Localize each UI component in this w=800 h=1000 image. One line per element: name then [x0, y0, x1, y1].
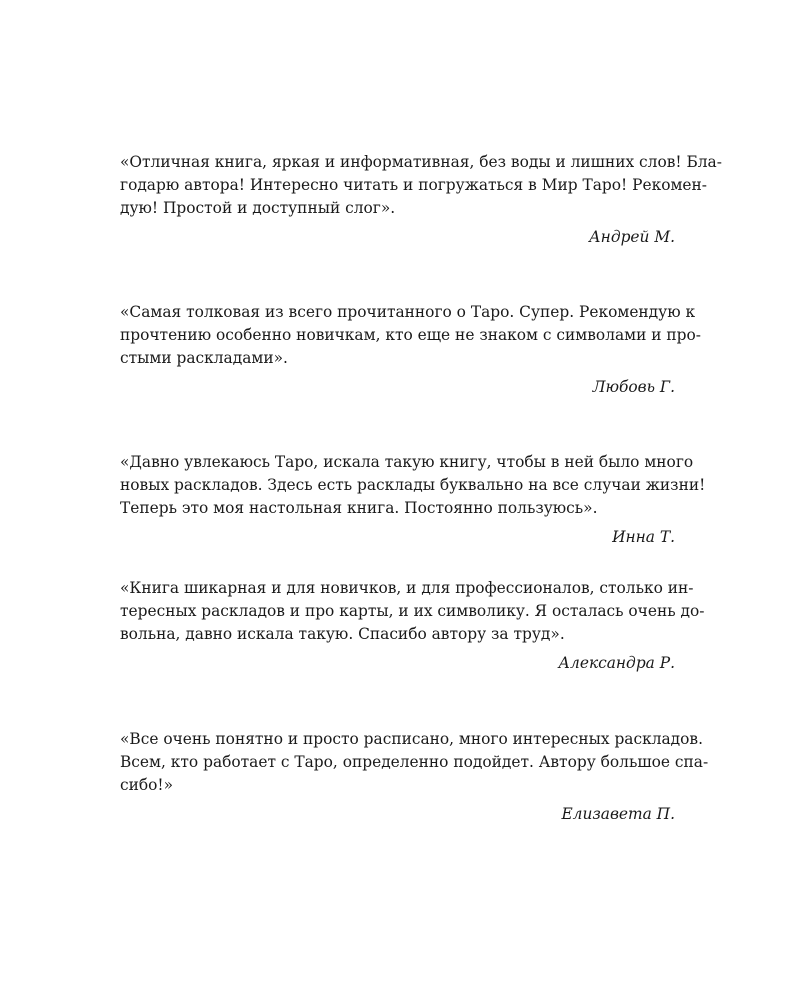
quote-line: прочтению особенно новичкам, кто еще не знаком с символами и про- — [120, 326, 701, 344]
review-author: Андрей М. — [589, 228, 675, 246]
spacer — [120, 549, 675, 577]
spacer — [120, 675, 675, 728]
quote-line: «Книга шикарная и для новичков, и для профессионалов, столько ин- — [120, 579, 694, 597]
quote-line: вольна, давно искала такую. Спасибо автору за труд». — [120, 625, 565, 643]
quote-line: дую! Простой и доступный слог». — [120, 199, 396, 217]
quote-line: годарю автора! Интересно читать и погружаться в Мир Таро! Рекомен- — [120, 176, 707, 194]
review-quote — [120, 451, 706, 520]
quote-line: «Самая толковая из всего прочитанного о Таро. Супер. Рекомендую к — [120, 303, 696, 321]
review-4 — [120, 577, 705, 675]
reviews-page — [120, 151, 722, 826]
quote-line: «Все очень понятно и просто расписано, много интересных раскладов. — [120, 730, 703, 748]
quote-line: сибо!» — [120, 776, 174, 794]
review-author: Инна Т. — [612, 528, 675, 546]
spacer — [120, 399, 675, 451]
quote-line: тересных раскладов и про карты, и их символику. Я осталась очень до- — [120, 602, 705, 620]
quote-line: «Отличная книга, яркая и информативная, без воды и лишних слов! Бла- — [120, 153, 722, 171]
quote-line: Теперь это моя настольная книга. Постоянно пользуюсь». — [120, 499, 598, 517]
quote-line: новых раскладов. Здесь есть расклады буквально на все случаи жизни! — [120, 476, 706, 494]
review-author: Елизавета П. — [561, 805, 675, 823]
review-author: Александра Р. — [558, 654, 675, 672]
review-2 — [120, 301, 701, 399]
review-quote — [120, 301, 701, 370]
review-author: Любовь Г. — [592, 378, 675, 396]
review-3 — [120, 451, 706, 549]
review-quote — [120, 577, 705, 646]
quote-line: стыми раскладами». — [120, 349, 288, 367]
review-5 — [120, 728, 709, 826]
review-1 — [120, 151, 722, 249]
review-quote — [120, 728, 709, 797]
review-quote — [120, 151, 722, 220]
spacer — [120, 249, 675, 301]
quote-line: Всем, кто работает с Таро, определенно подойдет. Автору большое спа- — [120, 753, 709, 771]
quote-line: «Давно увлекаюсь Таро, искала такую книгу, чтобы в ней было много — [120, 453, 694, 471]
